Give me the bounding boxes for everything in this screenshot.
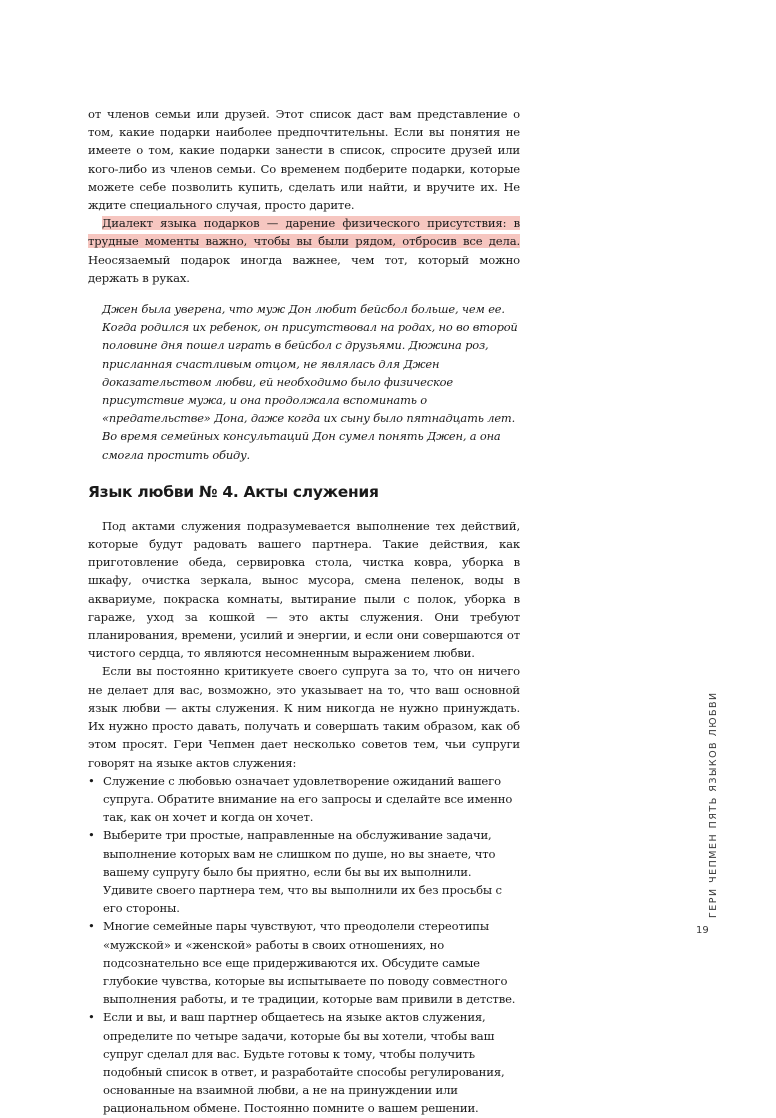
paragraph-gifts-list: от членов семьи или друзей. Этот список даст вам представление о том, какие подарки наиболее предпочтительны. Если вы понятия не имеете о том, какие подарки занести в список, спросите друзей или кого-либо из членов семьи. Со временем подберите подарки, которые можете себе позволить купить, сделать или найти, и вручите их. Не ждите специального случая, просто дарите. [88, 107, 520, 213]
list-item-text: Если и вы, и ваш партнер общаетесь на языке актов служения, определите по четыре задачи, которые бы вы хотели, чтобы ваш супруг сделал для вас. Будьте готовы к тому, чтобы получить подобный список в ответ, и разработайте способы регулирования, основанные на взаимной любви, а не на принуждении или рациональном обмене. Постоянно помните о вашем решении. [103, 1010, 505, 1116]
bullet-marker: • [88, 1010, 95, 1025]
highlighted-sentence[interactable]: Диалект языка подарков — дарение физического присутствия: в трудные моменты важно, чтобы вы были рядом, отбросив все дела. [88, 216, 520, 249]
page-number: 19 [696, 925, 709, 936]
paragraph-rest: Неосязаемый подарок иногда важнее, чем тот, который можно держать в руках. [88, 252, 520, 285]
list-item [88, 917, 520, 1008]
paragraph-physical-presence [88, 214, 520, 287]
advice-list [88, 772, 520, 1118]
paragraph-acts-advice: Если вы постоянно критикуете своего супруга за то, что он ничего не делает для вас, возможно, это указывает на то, что ваш основной язык любви — акты служения. К ним никогда не нужно принуждать. Их нужно просто давать, получать и совершать таким образом, как об этом просят. Гери Чепмен дает несколько советов тем, чьи супруги говорят на языке актов служения: [88, 664, 520, 770]
text-column [88, 105, 520, 1118]
paragraph-acts-definition: Под актами служения подразумевается выполнение тех действий, которые будут радовать вашего партнера. Такие действия, как приготовление обеда, сервировка стола, чистка ковра, уборка в шкафу, очистка зеркала, вынос мусора, смена пеленок, воды в аквариуме, покраска комнаты, вытирание пыли с полок, уборка в гараже, уход за кошкой — это акты служения. Они требуют планирования, времени, усилий и энергии, и если они совершаются от чистого сердца, то являются несомненным выражением любви. [88, 518, 520, 661]
list-item-text: Многие семейные пары чувствуют, что преодолели стереотипы «мужской» и «женской» работы в своих отношениях, но подсознательно все еще придерживаются их. Обсудите самые глубокие чувства, которые вы испытываете по поводу совместного выполнения работы, и те традиции, которые вам привили в детстве. [103, 919, 516, 1007]
section-heading: Язык любви № 4. Акты служения [88, 482, 379, 501]
list-item [88, 772, 520, 827]
bullet-marker: • [88, 773, 95, 788]
bullet-marker: • [88, 919, 95, 934]
list-item-text: Выберите три простые, направленные на обслуживание задачи, выполнение которых вам не слишком по душе, но вы знаете, что вашему супругу было бы приятно, если бы вы их выполнили. Удивите своего партнера тем, что вы выполнили их без просьбы с его стороны. [103, 828, 502, 916]
list-item-text: Служение с любовью означает удовлетворение ожиданий вашего супруга. Обратите внимание на его запросы и сделайте все именно так, как он хочет и когда он хочет. [103, 773, 513, 825]
story-text: Джен была уверена, что муж Дон любит бейсбол больше, чем ее. Когда родился их ребенок, он присутствовал на родах, но во второй половине дня пошел играть в бейсбол с друзьями. Дюжина роз, присланная счастливым отцом, не являлась для Джен доказательством любви, ей необходимо было физическое присутствие мужа, и она продолжала вспоминать о «предательстве» Дона, даже когда их сыну было пятнадцать лет. Во время семейных консультаций Дон сумел понять Джен, а она смогла простить обиду. [102, 302, 518, 462]
list-item [88, 1008, 520, 1117]
story-block [88, 300, 520, 464]
bullet-marker: • [88, 828, 95, 843]
running-title: ГЕРИ ЧЕПМЕН ПЯТЬ ЯЗЫКОВ ЛЮБВИ [708, 691, 719, 918]
list-item [88, 826, 520, 917]
